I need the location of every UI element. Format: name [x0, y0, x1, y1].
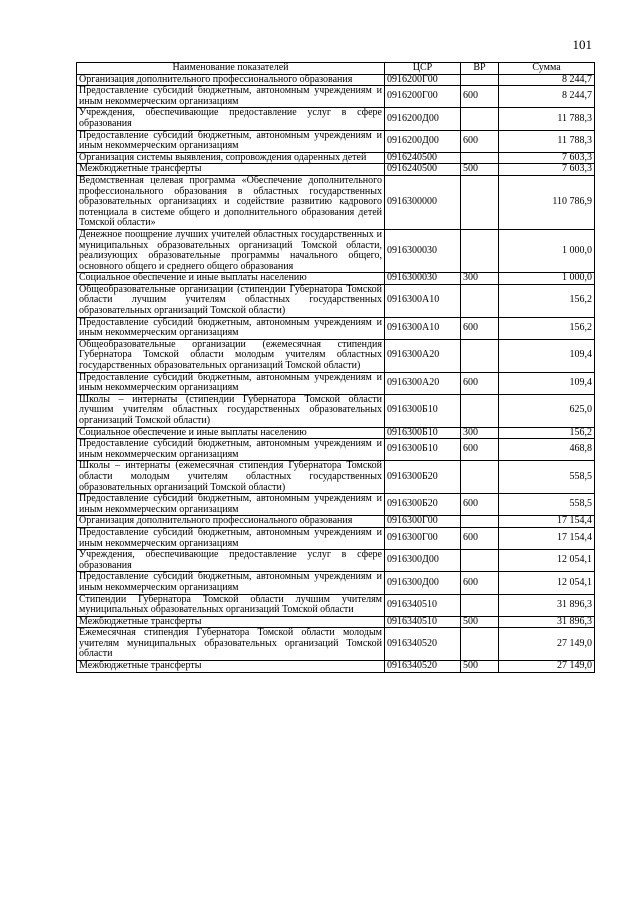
- table-row: [77, 550, 595, 572]
- cell-name: Предоставление субсидий бюджетным, автономным учреждениям и иным некоммерческим организациям: [77, 439, 385, 461]
- cell-sum: 558,5: [499, 494, 595, 516]
- cell-sum: 109,4: [499, 339, 595, 372]
- table-row: [77, 317, 595, 339]
- cell-sum: 11 788,3: [499, 108, 595, 130]
- table-row: [77, 229, 595, 272]
- cell-sum: 156,2: [499, 284, 595, 317]
- cell-name: Предоставление субсидий бюджетным, автономным учреждениям и иным некоммерческим организациям: [77, 372, 385, 394]
- cell-vr: 600: [461, 439, 499, 461]
- table-row: [77, 372, 595, 394]
- cell-sum: 7 603,3: [499, 164, 595, 176]
- cell-vr: 600: [461, 317, 499, 339]
- cell-vr: 500: [461, 164, 499, 176]
- header-csr: ЦСР: [385, 63, 461, 75]
- cell-vr: [461, 339, 499, 372]
- table-row: [77, 273, 595, 285]
- table-row: [77, 74, 595, 86]
- cell-sum: 156,2: [499, 427, 595, 439]
- cell-csr: 0916340520: [385, 628, 461, 661]
- cell-name: Межбюджетные трансферты: [77, 616, 385, 628]
- cell-sum: 31 896,3: [499, 616, 595, 628]
- cell-vr: 600: [461, 86, 499, 108]
- cell-csr: 0916300Б20: [385, 461, 461, 494]
- table-row: [77, 594, 595, 616]
- cell-name: Межбюджетные трансферты: [77, 661, 385, 673]
- cell-name: Предоставление субсидий бюджетным, автономным учреждениям и иным некоммерческим организациям: [77, 130, 385, 152]
- cell-vr: 500: [461, 661, 499, 673]
- cell-csr: 0916200Г00: [385, 86, 461, 108]
- cell-name: Предоставление субсидий бюджетным, автономным учреждениям и иным некоммерческим организациям: [77, 527, 385, 549]
- table-row: [77, 427, 595, 439]
- cell-csr: 0916300Г00: [385, 527, 461, 549]
- cell-sum: 110 786,9: [499, 175, 595, 229]
- table-row: [77, 394, 595, 427]
- cell-csr: 0916240500: [385, 164, 461, 176]
- cell-sum: 27 149,0: [499, 661, 595, 673]
- cell-vr: [461, 461, 499, 494]
- table-row: [77, 130, 595, 152]
- cell-name: Социальное обеспечение и иные выплаты населению: [77, 273, 385, 285]
- table-row: [77, 661, 595, 673]
- header-sum: Сумма: [499, 63, 595, 75]
- cell-vr: [461, 516, 499, 528]
- cell-sum: 27 149,0: [499, 628, 595, 661]
- budget-table: [76, 62, 595, 673]
- cell-csr: 0916300А10: [385, 284, 461, 317]
- cell-name: Стипендии Губернатора Томской области лучшим учителям муниципальных образовательных организаций Томской области: [77, 594, 385, 616]
- table-row: [77, 439, 595, 461]
- table-row: [77, 461, 595, 494]
- cell-csr: 0916300А20: [385, 372, 461, 394]
- cell-csr: 0916300Г00: [385, 516, 461, 528]
- table-row: [77, 616, 595, 628]
- cell-csr: 0916340510: [385, 594, 461, 616]
- cell-sum: 17 154,4: [499, 516, 595, 528]
- header-vr: ВР: [461, 63, 499, 75]
- cell-sum: 156,2: [499, 317, 595, 339]
- cell-name: Организация системы выявления, сопровождения одаренных детей: [77, 152, 385, 164]
- cell-name: Межбюджетные трансферты: [77, 164, 385, 176]
- cell-csr: 0916300Б10: [385, 439, 461, 461]
- cell-vr: [461, 229, 499, 272]
- cell-name: Предоставление субсидий бюджетным, автономным учреждениям и иным некоммерческим организациям: [77, 317, 385, 339]
- cell-name: Социальное обеспечение и иные выплаты населению: [77, 427, 385, 439]
- cell-vr: 600: [461, 494, 499, 516]
- cell-name: Денежное поощрение лучших учителей областных государственных и муниципальных образовательных организаций Томской области, реализующих образовательные программы начального общего, основного общего и среднего общего образования: [77, 229, 385, 272]
- table-row: [77, 494, 595, 516]
- cell-vr: 600: [461, 572, 499, 594]
- cell-csr: 0916300030: [385, 229, 461, 272]
- cell-sum: 558,5: [499, 461, 595, 494]
- page-number: 101: [572, 37, 592, 52]
- cell-name: Организация дополнительного профессионального образования: [77, 516, 385, 528]
- cell-vr: [461, 394, 499, 427]
- cell-name: Организация дополнительного профессионального образования: [77, 74, 385, 86]
- cell-csr: 0916300Д00: [385, 572, 461, 594]
- table-row: [77, 516, 595, 528]
- cell-sum: 8 244,7: [499, 74, 595, 86]
- cell-vr: 600: [461, 372, 499, 394]
- table-row: [77, 527, 595, 549]
- cell-vr: [461, 74, 499, 86]
- cell-sum: 468,8: [499, 439, 595, 461]
- cell-sum: 12 054,1: [499, 572, 595, 594]
- cell-vr: [461, 175, 499, 229]
- table-row: [77, 339, 595, 372]
- header-name: Наименование показателей: [77, 63, 385, 75]
- table-row: [77, 152, 595, 164]
- cell-csr: 0916300Д00: [385, 550, 461, 572]
- cell-name: Общеобразовательные организации (стипендии Губернатора Томской области лучшим учителям областных государственных образовательных организаций Томской области): [77, 284, 385, 317]
- cell-vr: [461, 284, 499, 317]
- table-row: [77, 572, 595, 594]
- cell-csr: 0916300000: [385, 175, 461, 229]
- cell-csr: 0916200Г00: [385, 74, 461, 86]
- cell-sum: 1 000,0: [499, 229, 595, 272]
- cell-vr: 600: [461, 130, 499, 152]
- cell-sum: 1 000,0: [499, 273, 595, 285]
- table-row: [77, 86, 595, 108]
- cell-sum: 31 896,3: [499, 594, 595, 616]
- cell-csr: 0916340510: [385, 616, 461, 628]
- cell-csr: 0916300Б10: [385, 394, 461, 427]
- cell-name: Ежемесячная стипендия Губернатора Томской области молодым учителям муниципальных образовательных организаций Томской области: [77, 628, 385, 661]
- cell-csr: 0916300А20: [385, 339, 461, 372]
- cell-name: Предоставление субсидий бюджетным, автономным учреждениям и иным некоммерческим организациям: [77, 494, 385, 516]
- cell-name: Предоставление субсидий бюджетным, автономным учреждениям и иным некоммерческим организациям: [77, 572, 385, 594]
- cell-sum: 8 244,7: [499, 86, 595, 108]
- table-row: [77, 108, 595, 130]
- table-row: [77, 175, 595, 229]
- cell-vr: 300: [461, 273, 499, 285]
- table-header-row: [77, 63, 595, 75]
- cell-name: Предоставление субсидий бюджетным, автономным учреждениям и иным некоммерческим организациям: [77, 86, 385, 108]
- table-row: [77, 164, 595, 176]
- cell-sum: 17 154,4: [499, 527, 595, 549]
- table-row: [77, 628, 595, 661]
- cell-sum: 109,4: [499, 372, 595, 394]
- cell-csr: 0916300Б20: [385, 494, 461, 516]
- cell-name: Ведомственная целевая программа «Обеспечение дополнительного профессионального образования в областных государственных образовательных организациях и содействие развитию кадрового потенциала в системе общего и дополнительного образования детей Томской области»: [77, 175, 385, 229]
- cell-sum: 11 788,3: [499, 130, 595, 152]
- cell-name: Учреждения, обеспечивающие предоставление услуг в сфере образования: [77, 108, 385, 130]
- cell-csr: 0916300030: [385, 273, 461, 285]
- cell-name: Школы – интернаты (ежемесячная стипендия Губернатора Томской области молодым учителям областных государственных образовательных организаций Томской области): [77, 461, 385, 494]
- cell-vr: 600: [461, 527, 499, 549]
- cell-sum: 7 603,3: [499, 152, 595, 164]
- cell-csr: 0916200Д00: [385, 130, 461, 152]
- cell-csr: 0916200Д00: [385, 108, 461, 130]
- cell-csr: 0916340520: [385, 661, 461, 673]
- cell-csr: 0916300Б10: [385, 427, 461, 439]
- cell-sum: 12 054,1: [499, 550, 595, 572]
- cell-sum: 625,0: [499, 394, 595, 427]
- table-row: [77, 284, 595, 317]
- cell-vr: [461, 152, 499, 164]
- cell-vr: [461, 628, 499, 661]
- cell-csr: 0916240500: [385, 152, 461, 164]
- cell-vr: [461, 550, 499, 572]
- cell-name: Школы – интернаты (стипендии Губернатора Томской области лучшим учителям областных государственных образовательных организаций Томской области): [77, 394, 385, 427]
- cell-vr: [461, 594, 499, 616]
- cell-vr: [461, 108, 499, 130]
- cell-vr: 500: [461, 616, 499, 628]
- cell-name: Учреждения, обеспечивающие предоставление услуг в сфере образования: [77, 550, 385, 572]
- cell-name: Общеобразовательные организации (ежемесячная стипендия Губернатора Томской области молодым учителям областных государственных образовательных организаций Томской области): [77, 339, 385, 372]
- cell-vr: 300: [461, 427, 499, 439]
- cell-csr: 0916300А10: [385, 317, 461, 339]
